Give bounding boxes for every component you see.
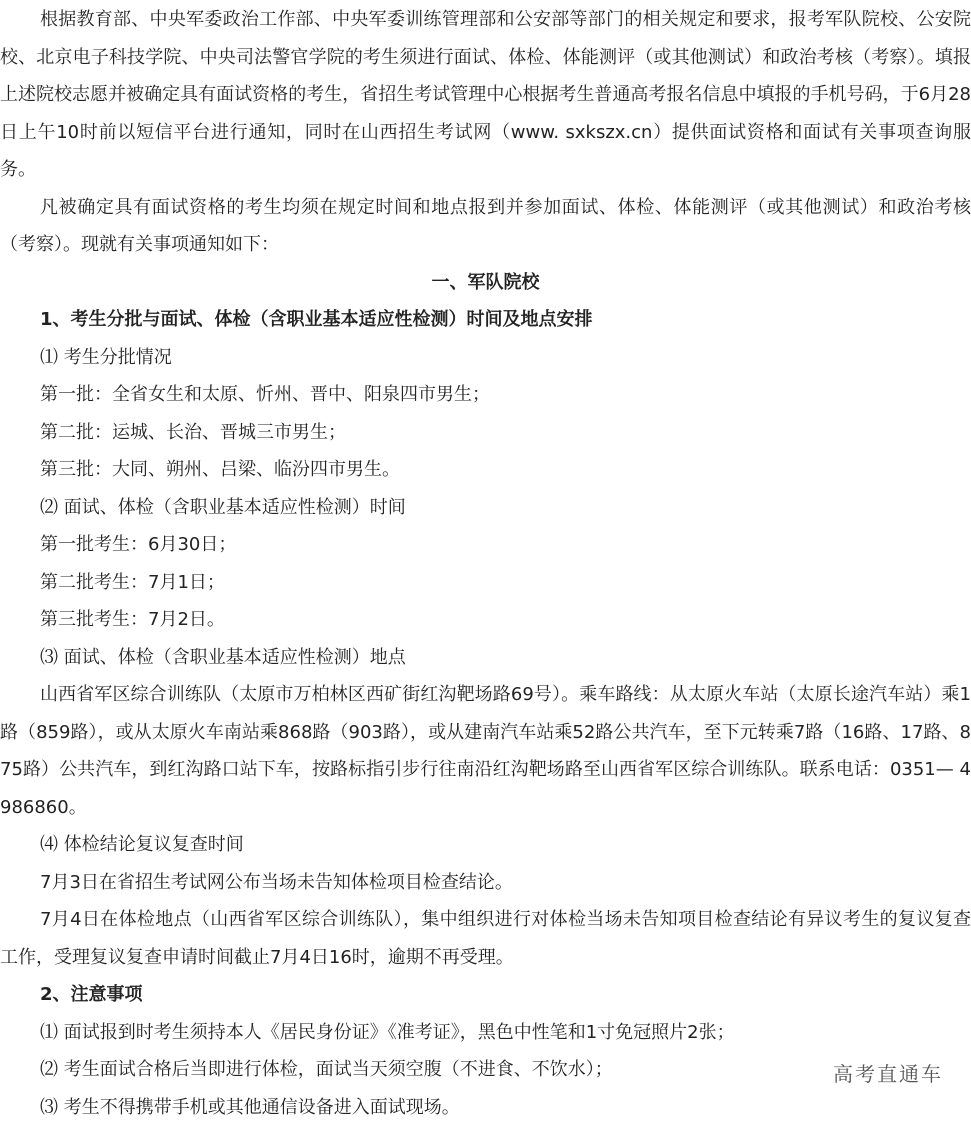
date-line: 第一批考生：6月30日； [0,526,971,564]
item-heading: ⑷ 体检结论复议复查时间 [0,826,971,864]
location-paragraph: 山西省军区综合训练队（太原市万柏林区西矿街红沟靶场路69号）。乘车路线：从太原火车站（太原长途汽车站）乘1路（859路），或从太原火车南站乘868路（903路），或从建南汽车站乘52路公共汽车，至下元转乘7路（16路、17路、875路）公共汽车，到红沟路口站下车，按路标指引步行往南沿红沟靶场路至山西省军区综合训练队。联系电话：0351— 4986860。 [0,676,971,826]
section-heading: 一、军队院校 [0,264,971,302]
item-heading: ⑵ 面试、体检（含职业基本适应性检测）时间 [0,489,971,527]
watermark-logo: 高考直通车 [833,1058,943,1087]
notice-item: ⑴ 面试报到时考生须持本人《居民身份证》《准考证》，黑色中性笔和1寸免冠照片2张； [0,1014,971,1052]
intro-paragraph: 根据教育部、中央军委政治工作部、中央军委训练管理部和公安部等部门的相关规定和要求，报考军队院校、公安院校、北京电子科技学院、中央司法警官学院的考生须进行面试、体检、体能测评（或其他测试）和政治考核（考察）。填报上述院校志愿并被确定具有面试资格的考生，省招生考试管理中心根据考生普通高考报名信息中填报的手机号码，于6月28日上午10时前以短信平台进行通知，同时在山西招生考试网（www. sxkszx.cn）提供面试资格和面试有关事项查询服务。 [0,1,971,189]
batch-line: 第二批：运城、长治、晋城三市男生； [0,414,971,452]
notice-item: ⑵ 考生面试合格后当即进行体检，面试当天须空腹（不进食、不饮水）； [0,1051,971,1089]
review-line: 7月3日在省招生考试网公布当场未告知体检项目检查结论。 [0,864,971,902]
notice-paragraph: 凡被确定具有面试资格的考生均须在规定时间和地点报到并参加面试、体检、体能测评（或其他测试）和政治考核（考察）。现就有关事项通知如下： [0,189,971,264]
date-line: 第二批考生：7月1日； [0,564,971,602]
date-line: 第三批考生：7月2日。 [0,601,971,639]
batch-line: 第三批：大同、朔州、吕梁、临汾四市男生。 [0,451,971,489]
review-paragraph: 7月4日在体检地点（山西省军区综合训练队），集中组织进行对体检当场未告知项目检查结论有异议考生的复议复查工作，受理复议复查申请时间截止7月4日16时，逾期不再受理。 [0,901,971,976]
item-heading: ⑶ 面试、体检（含职业基本适应性检测）地点 [0,639,971,677]
item-heading: ⑴ 考生分批情况 [0,339,971,377]
subsection-heading: 1、考生分批与面试、体检（含职业基本适应性检测）时间及地点安排 [0,301,971,339]
subsection-heading: 2、注意事项 [0,976,971,1014]
batch-line: 第一批：全省女生和太原、忻州、晋中、阳泉四市男生； [0,376,971,414]
notice-item: ⑶ 考生不得携带手机或其他通信设备进入面试现场。 [0,1089,971,1126]
